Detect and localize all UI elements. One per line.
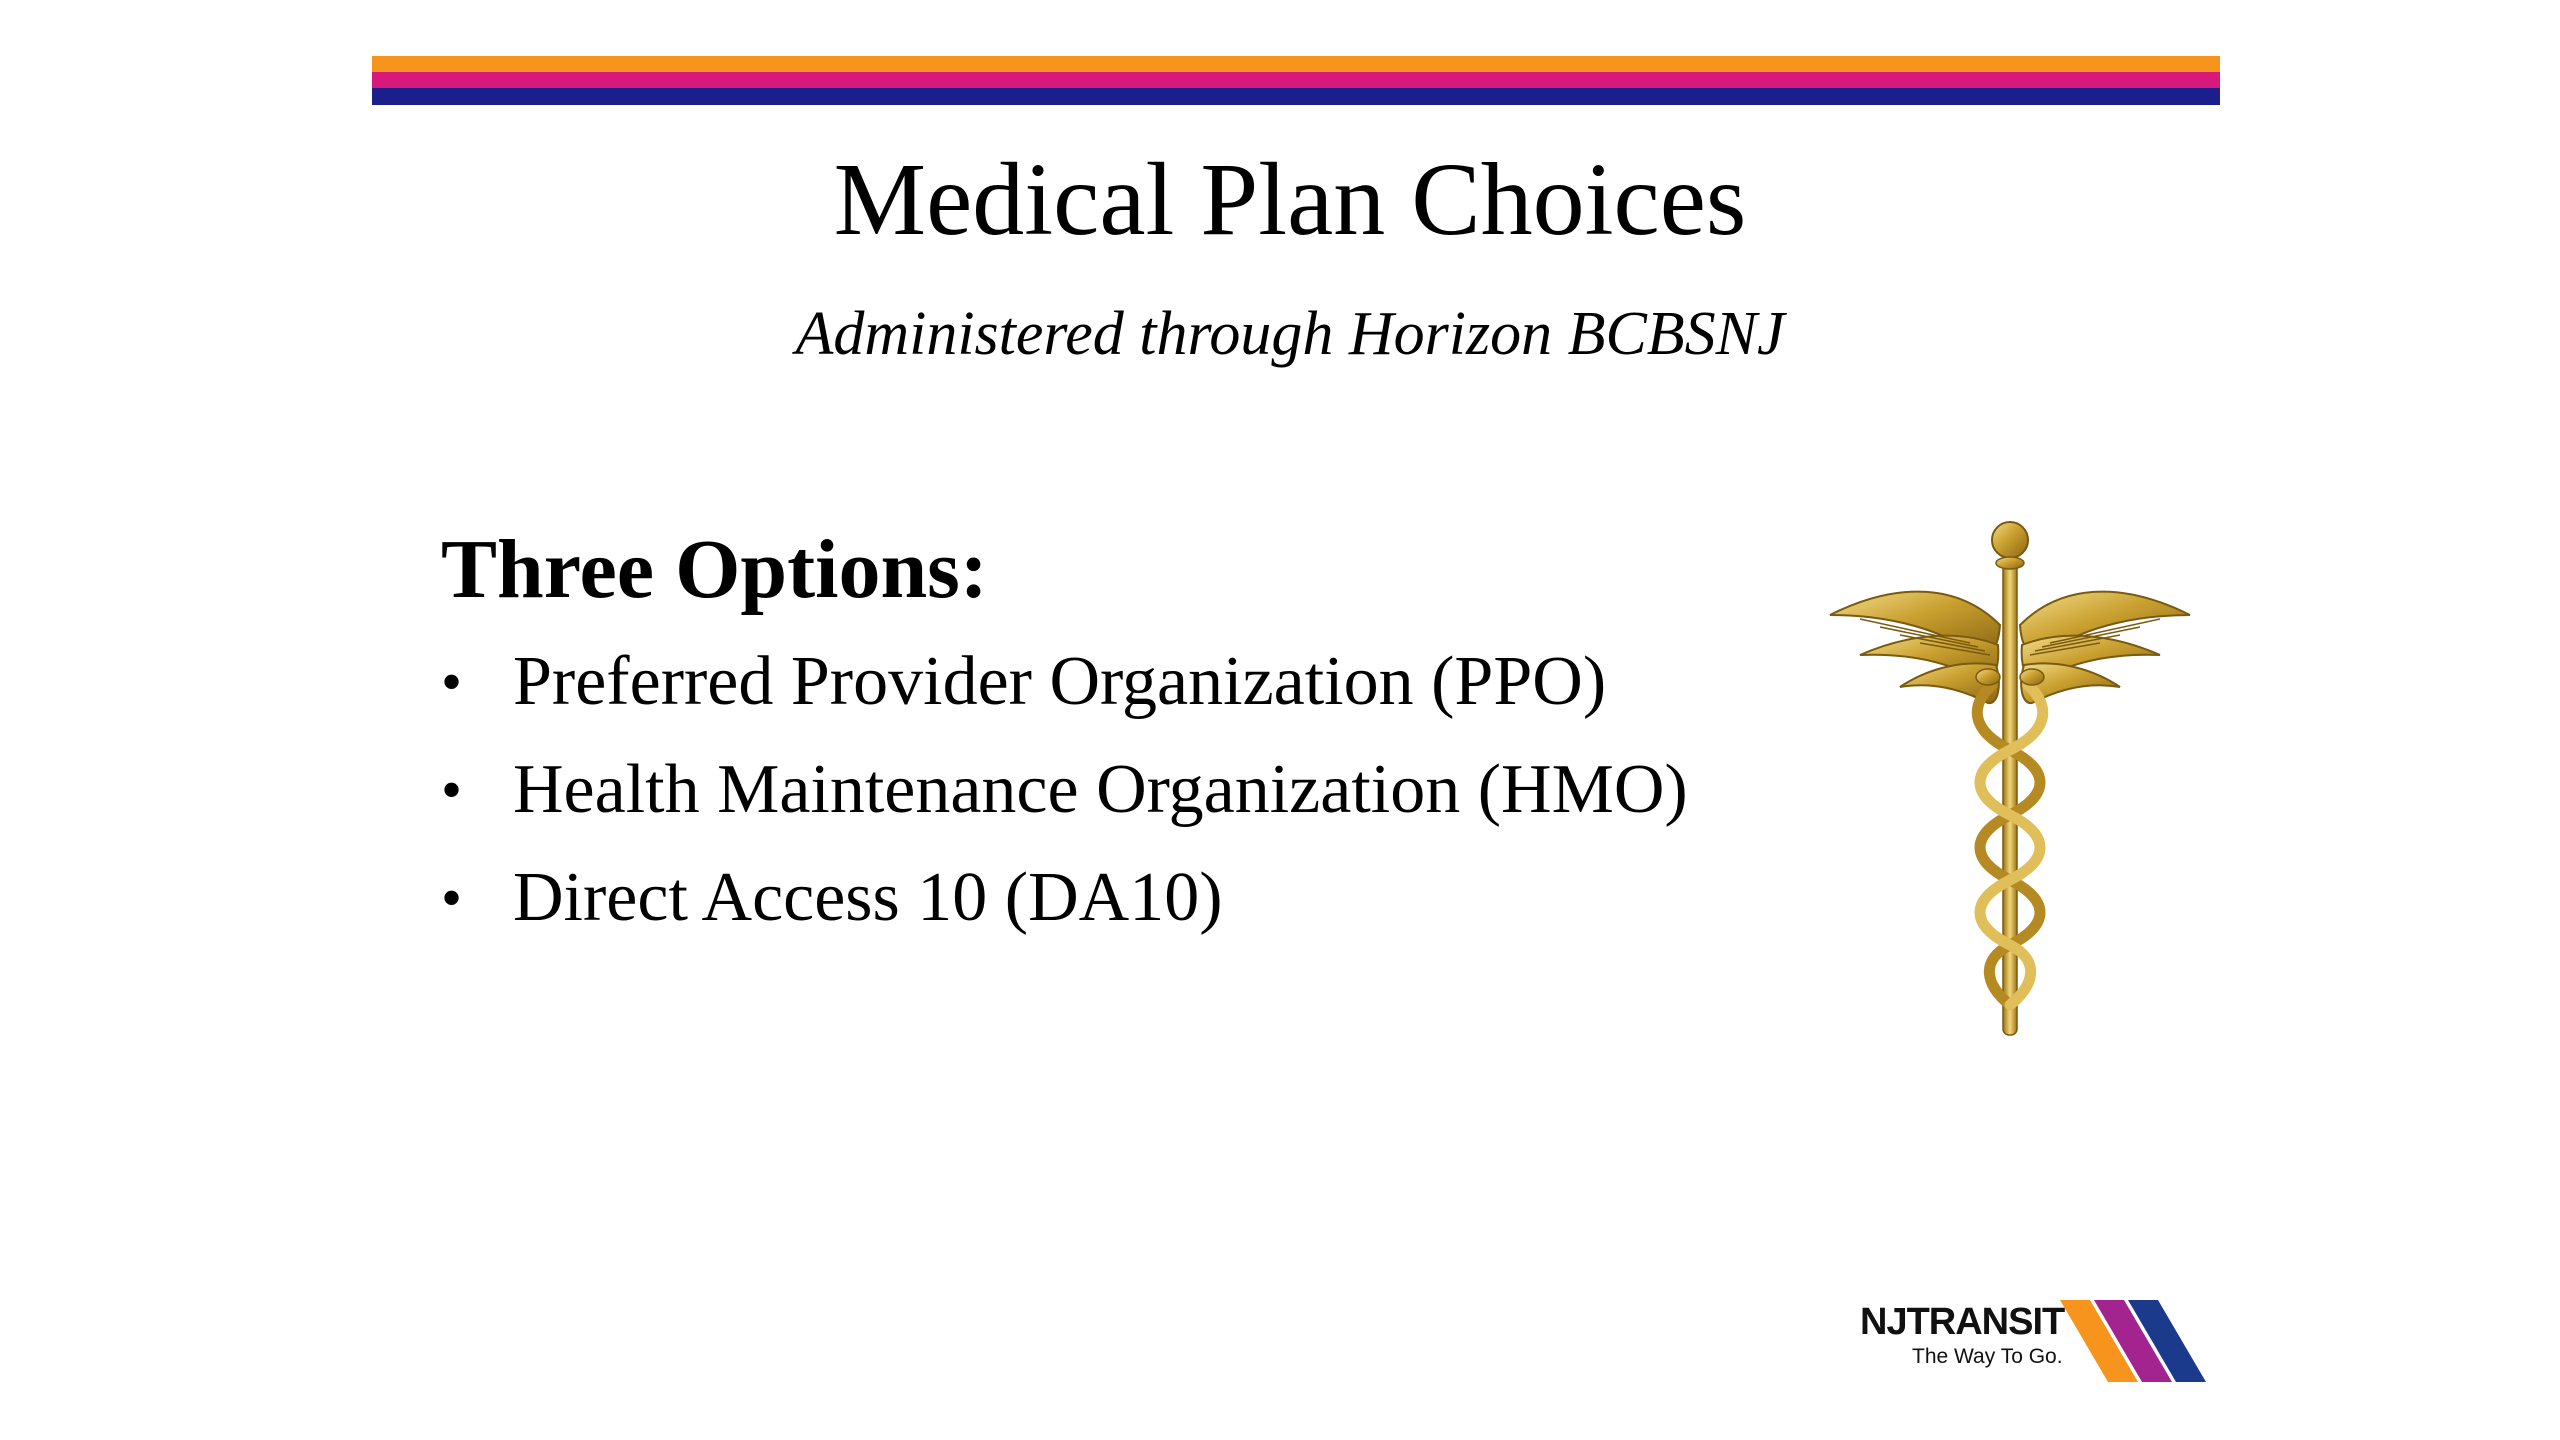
magenta-stripe (372, 72, 2220, 88)
caduceus-icon (1820, 515, 2200, 1045)
bullet: • (441, 649, 463, 715)
header-stripes (372, 56, 2220, 105)
logo-brand: NJTRANSIT (1860, 1301, 2065, 1343)
option-item-da10 (441, 844, 1688, 952)
option-item-hmo (441, 736, 1688, 844)
option-item-ppo (441, 628, 1688, 736)
slide-title: Medical Plan Choices (833, 142, 1747, 257)
navy-stripe (372, 88, 2220, 105)
slide-subtitle: Administered through Horizon BCBSNJ (795, 300, 1785, 368)
logo-tagline: The Way To Go. (1912, 1345, 2063, 1368)
bullet: • (441, 757, 463, 823)
staff-knob (1992, 522, 2028, 558)
left-wing (1830, 592, 2000, 704)
options-heading: Three Options: (441, 523, 988, 616)
right-wing (2020, 592, 2190, 704)
bullet: • (441, 865, 463, 931)
logo-stripes-icon (2060, 1300, 2220, 1382)
staff (2003, 555, 2017, 1035)
option-label: Preferred Provider Organization (PPO) (513, 643, 1607, 720)
nj-transit-logo (1860, 1300, 2220, 1390)
options-list (441, 628, 1688, 952)
option-label: Direct Access 10 (DA10) (513, 859, 1223, 936)
option-label: Health Maintenance Organization (HMO) (513, 751, 1688, 828)
orange-stripe (372, 56, 2220, 72)
